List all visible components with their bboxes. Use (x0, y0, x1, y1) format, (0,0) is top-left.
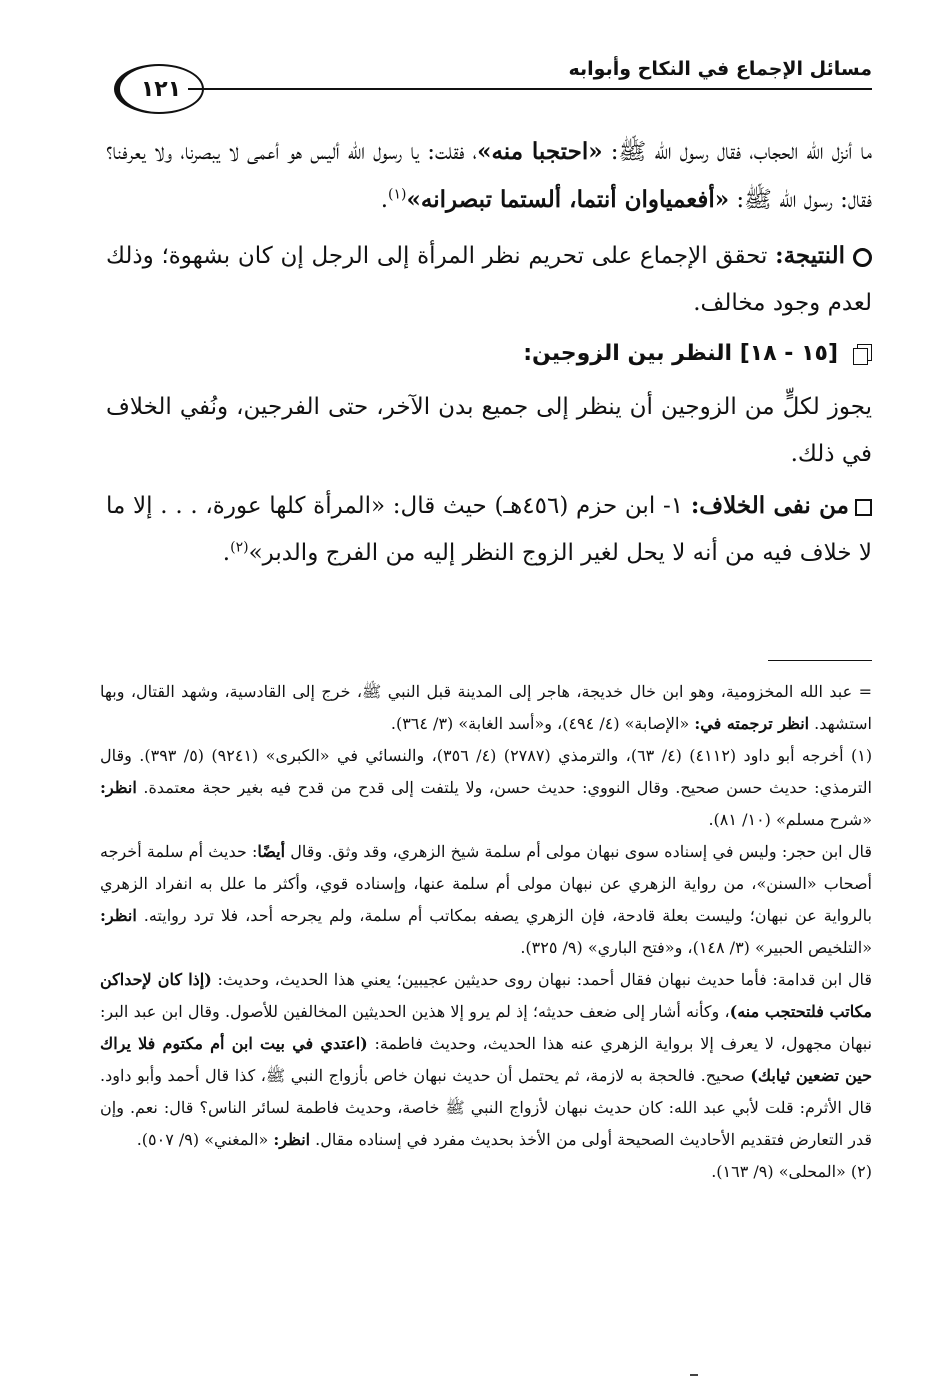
pages-icon (854, 344, 872, 364)
footnote-ref: (٢) (230, 539, 249, 556)
text-run: . (380, 187, 389, 213)
paragraph-no-dispute (106, 482, 872, 577)
main-text (106, 128, 872, 577)
text-run: . (222, 540, 231, 566)
paragraph-ruling: يجوز لكلٍّ من الزوجين أن ينظر إلى جميع بدن الآخر، حتى الفرجين، ونُفي الخلاف في ذلك. (106, 394, 872, 467)
text-run: «شرح مسلم» (١٠/ ٨١). (708, 810, 872, 829)
text-run: = عبد الله المخزومية، وهو ابن خال خديجة، هاجر إلى المدينة قبل النبي ﷺ، خرج إلى القادسية، وشهد القتال، وبها استشهد. (100, 682, 872, 733)
text-run: صحيح. فالحجة به لازمة، ثم يحتمل أن حديث نبهان خاص بأزواج النبي ﷺ، كذا قال أحمد وأبو داود. قال الأثرم: قلت لأبي عبد الله: كان حديث نبهان لأزواج النبي ﷺ خاصة، وحديث فاطمة لسائر الناس؟ قال: نعم. وإن قدر التعارض فتقديم الأحاديث الصحيحة أولى من الأخذ بحديث مفرد في إسناده مقال. (100, 1066, 872, 1149)
text-run: «التلخيص الحبير» (٣/ ١٤٨)، و«فتح الباري» (٩/ ٣٢٥). (520, 938, 872, 957)
footnotes (100, 676, 872, 1188)
footnote-continued (100, 676, 872, 740)
paragraph-hadith (106, 128, 872, 224)
circle-bullet-icon (853, 248, 872, 267)
footnote-rule (768, 660, 872, 661)
page-number-oval (114, 64, 204, 114)
text-run: «المغني» (٩/ ٥٠٧). (136, 1130, 274, 1149)
footnote-1 (100, 740, 872, 836)
text-run: أيضًا (257, 842, 286, 861)
hadith-quote: «أفعمياوان أنتما، ألستما تبصرانه» (406, 186, 730, 213)
footnote-1-part-2 (100, 836, 872, 964)
no-dispute-label: من نفى الخلاف: (690, 492, 849, 519)
page-number: ١٢١ (140, 76, 182, 102)
result-text: تحقق الإجماع على تحريم نظر المرأة إلى الرجل إن كان بشهوة؛ وذلك لعدم وجود مخالف. (106, 243, 872, 316)
text-run: ، وكأنه أشار إلى ضعف حديثه؛ إذ لم يرو إلا هذين الحديثين المخالفين للأصول. وقال ابن عبد البر: نبهان مجهول، لا يعرف إلا برواية الزهري عنه هذا الحديث، وحديث فاطمة: (100, 1002, 873, 1053)
text-run: : حديث أم سلمة أخرجه أصحاب «السنن»، من رواية الزهري عن نبهان مولى أم سلمة عنها، وإسناده قوي، وأكثر ما علل به انفراد الزهري بالرواية عن نبهان؛ وليست بعلة قادحة، فإن الزهري يصفه بمكاتب أم سلمة، ولم يجرحه أحد، فلا ترد روايته. (100, 842, 872, 925)
running-title: مسائل الإجماع في النكاح وأبوابه (568, 58, 872, 80)
section-heading (106, 341, 872, 366)
text-run: ، فقلت: يا رسول الله أليس هو أعمى لا يبصرنا، ولا يعرفنا؟ فقال: رسول الله ﷺ: (106, 139, 872, 213)
text-run: (إذا كان لإحداكن مكاتب فلتحتجب منه) (100, 970, 873, 1021)
text-run: انظر: (100, 778, 137, 797)
footnote-2: (٢) «المحلى» (٩/ ١٦٣). (711, 1162, 872, 1181)
footnote-1-part-3 (100, 964, 872, 1156)
text-run: انظر ترجمته في: (694, 714, 810, 733)
square-bullet-icon (855, 499, 872, 516)
hadith-quote: «احتجبا منه» (477, 138, 603, 165)
text-run: انظر: (100, 906, 137, 925)
header-rule (188, 88, 872, 90)
text-run: قال ابن حجر: وليس في إسناده سوى نبهان مولى أم سلمة شيخ الزهري، وقد وثق. وقال (285, 842, 873, 861)
text-run: «الإصابة» (٤/ ٤٩٤)، و«أسد الغابة» (٣/ ٣٦٤). (390, 714, 695, 733)
text-run: ١- ابن حزم (٤٥٦هـ) حيث قال: «المرأة كلها عورة، . . . إلا ما لا خلاف فيه من أنه لا يحل لغير الزوج النظر إليه من الفرج والدبر» (106, 493, 872, 566)
text-run: ما أنزل الله الحجاب، فقال رسول الله ﷺ: (602, 139, 873, 165)
scan-mark (690, 1374, 698, 1376)
text-run: قال ابن قدامة: فأما حديث نبهان فقال أحمد: نبهان روى حديثين عجيبين؛ يعني هذا الحديث، وحديث: (211, 970, 872, 989)
text-run: (اعتدي في بيت ابن أم مكتوم فلا يراك حين تضعين ثيابك) (100, 1034, 872, 1085)
result-paragraph (106, 232, 872, 327)
text-run: انظر: (273, 1130, 311, 1149)
section-title: [١٥ - ١٨] النظر بين الزوجين: (523, 341, 838, 366)
text-run: (١) أخرجه أبو داود (٤١١٢) (٤/ ٦٣)، والترمذي (٢٧٨٧) (٤/ ٣٥٦)، والنسائي في «الكبرى» (٩٢٤١) (٥/ ٣٩٣). وقال الترمذي: حديث حسن صحيح. وقال النووي: حديث حسن، ولا يلتفت إلى قدح من قدح فيه بغير حجة معتمدة. (100, 746, 873, 797)
result-label: النتيجة: (775, 242, 845, 269)
footnote-ref: (١) (388, 186, 407, 203)
